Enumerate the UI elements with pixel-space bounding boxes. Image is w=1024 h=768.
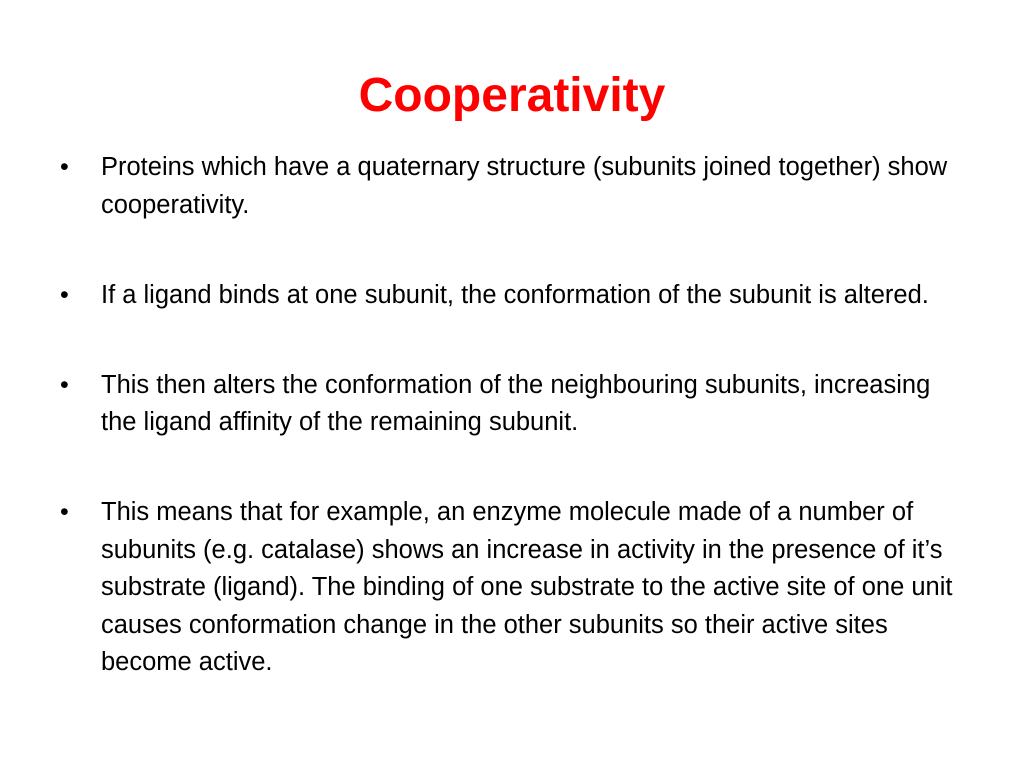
bullet-icon: • xyxy=(60,370,69,399)
bullet-text: Proteins which have a quaternary structure (subunits joined together) show cooperativity. xyxy=(101,153,948,219)
bullet-text: This means that for example, an enzyme molecule made of a number of subunits (e.g. catalase) shows an increase in activity in the presence of it’s substrate (ligand). The binding of one substrate to the active site of one unit causes conformation change in the other subunits so their active sites become active. xyxy=(101,498,953,676)
bullet-item xyxy=(58,149,963,224)
bullet-icon: • xyxy=(60,280,69,309)
bullet-item xyxy=(58,494,963,682)
bullet-icon: • xyxy=(60,498,69,526)
bullet-text: If a ligand binds at one subunit, the conformation of the subunit is altered. xyxy=(101,280,929,309)
bullet-item xyxy=(58,277,963,315)
bullet-list xyxy=(58,149,963,682)
bullet-text: This then alters the conformation of the neighbouring subunits, increasing the ligand affinity of the remaining subunit. xyxy=(101,370,931,436)
bullet-item xyxy=(58,367,963,442)
slide-title: Cooperativity xyxy=(358,69,666,122)
bullet-icon: • xyxy=(60,153,69,181)
